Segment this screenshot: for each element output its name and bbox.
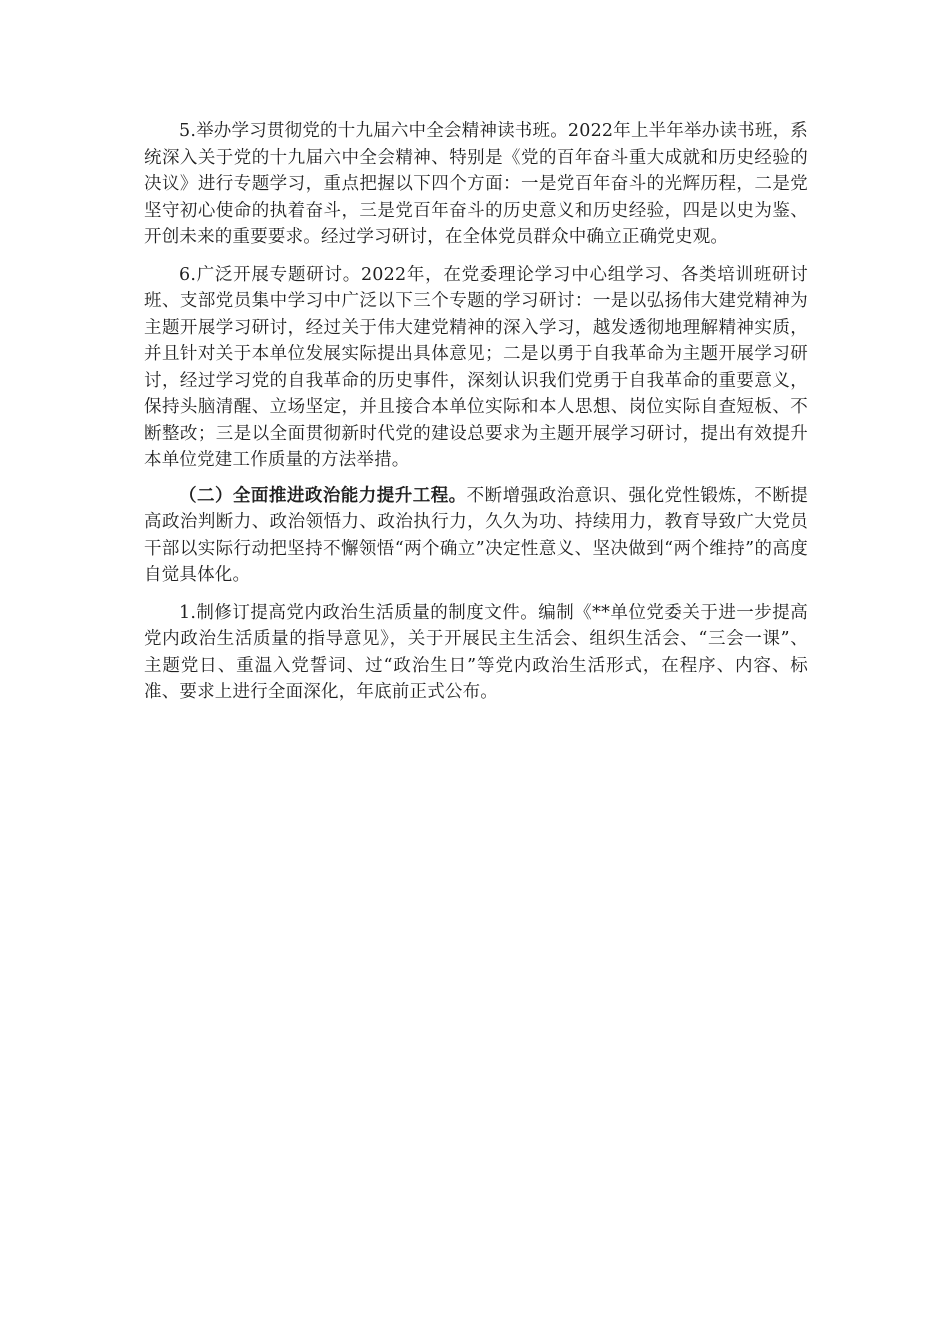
paragraph-item-1 xyxy=(144,600,808,706)
paragraph-text: 不断增强政治意识、强化党性锻炼，不断提高政治判断力、政治领悟力、政治执行力，久久为功、持续用力，教育导致广大党员干部以实际行动把坚持不懈领悟“两个确立”决定性意义、坚决做到“两个维持”的高度自觉具体化。 xyxy=(144,485,808,585)
section-heading: （二）全面推进政治能力提升工程。 xyxy=(179,485,467,506)
document-body xyxy=(144,118,808,716)
section-paragraph-political-ability xyxy=(144,483,808,589)
paragraph-item-5 xyxy=(144,118,808,251)
paragraph-text: 5.举办学习贯彻党的十九届六中全会精神读书班。2022年上半年举办读书班，系统深入关于党的十九届六中全会精神、特别是《党的百年奋斗重大成就和历史经验的决议》进行专题学习，重点把握以下四个方面：一是党百年奋斗的光辉历程，二是党坚守初心使命的执着奋斗，三是党百年奋斗的历史意义和历史经验，四是以史为鉴、开创未来的重要要求。经过学习研讨，在全体党员群众中确立正确党史观。 xyxy=(144,121,808,247)
paragraph-text: 1.制修订提高党内政治生活质量的制度文件。编制《**单位党委关于进一步提高党内政治生活质量的指导意见》，关于开展民主生活会、组织生活会、“三会一课”、主题党日、重温入党誓词、过“政治生日”等党内政治生活形式，在程序、内容、标准、要求上进行全面深化，年底前正式公布。 xyxy=(144,602,808,702)
paragraph-item-6 xyxy=(144,262,808,474)
paragraph-text: 6.广泛开展专题研讨。2022年，在党委理论学习中心组学习、各类培训班研讨班、支部党员集中学习中广泛以下三个专题的学习研讨：一是以弘扬伟大建党精神为主题开展学习研讨，经过关于伟大建党精神的深入学习，越发透彻地理解精神实质，并且针对关于本单位发展实际提出具体意见；二是以勇于自我革命为主题开展学习研讨，经过学习党的自我革命的历史事件，深刻认识我们党勇于自我革命的重要意义，保持头脑清醒、立场坚定，并且接合本单位实际和本人思想、岗位实际自查短板、不断整改；三是以全面贯彻新时代党的建设总要求为主题开展学习研讨，提出有效提升本单位党建工作质量的方法举措。 xyxy=(144,264,808,470)
